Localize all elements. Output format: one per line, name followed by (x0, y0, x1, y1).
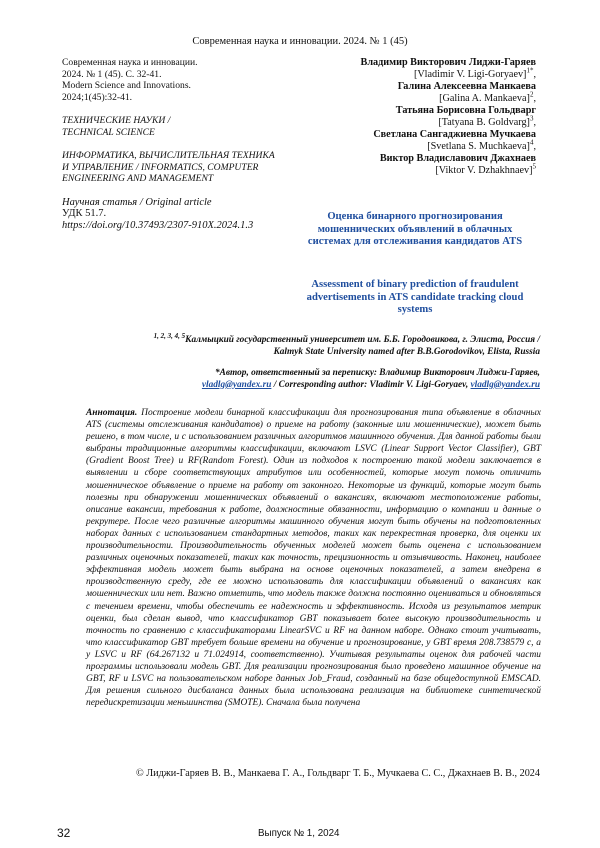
author-2: Галина Алексеевна Манкаева [Galina A. Mankaeva]$^2$, (276, 81, 536, 105)
title-en: Assessment of binary prediction of fraudulent advertisements in ATS candidate tracking cloud systems (306, 279, 524, 315)
abstract-label: Аннотация. (86, 408, 138, 418)
title-ru: Оценка бинарного прогнозирования мошеннических объявлений в облачных системах для отслеживания кандидатов ATS (307, 211, 523, 247)
section-line: И УПРАВЛЕНИЕ / INFORMATICS, COMPUTER (62, 161, 259, 173)
author-3: Татьяна Борисовна Гольдварг [Tatyana B. Goldvarg]$^3$, (276, 105, 536, 129)
citation-line: 2024. № 1 (45). С. 32-41. (62, 68, 162, 80)
section-line: TECHNICAL SCIENCE (62, 126, 155, 138)
correspondence-line: *Автор, ответственный за переписку: Владимир Викторович Лиджи-Гаряев, (215, 368, 540, 378)
author-name: Татьяна Борисовна Гольдварг (395, 105, 536, 116)
affiliation (60, 331, 540, 358)
affiliation-ru: Калмыцкий государственный университет им. Б.Б. Городовикова, г. Элиста, Россия / (185, 335, 540, 345)
article-type: Научная статья / Original article (62, 196, 212, 208)
citation-line: Modern Science and Innovations. (62, 80, 191, 91)
section-tech (62, 115, 287, 138)
running-header: Современная наука и инновации. 2024. № 1 (45) (192, 36, 408, 47)
author-name: Галина Алексеевна Манкаева (397, 81, 536, 92)
author-name: Светлана Сангаджиевна Мучкаева (373, 129, 536, 140)
abstract-text: Построение модели бинарной классификации для прогнозирования типа объявление в облачных ATS (системы отслеживания кандидатов) о приеме на работу (законные или мошеннические), может быть решено, в том числе, и с использованием различных алгоритмов машинного обучения. Для данной работы были выбраны традиционные алгоритмы классификации, включают LSVC (Linear Support Vector Classifier), GBT (Gradient Boost Tree) и RF(Random Forest). Один из подходов к построению такой модели заключается в выявлении и сборе соответствующих атрибутов или особенностей, которые могут помочь отличить мошенническое объявление о приеме на работу от законного. Некоторые из функций, которые могут быть полезны при обнаружении мошеннических объявлений о вакансиях, включают местоположение работы, описание вакансии, требования к работе, должностные обязанности, информацию о компании и данные о рекрутере. После чего различные алгоритмы машинного обучения могут быть обучены на подготовленных наборах данных с использованием стандартных методов, таких как перекрестная проверка, для оценки их производительности. Производительность обученных моделей может быть оценена с использованием различных оценочных показателей, таких как точность, прецизионность и отзывчивость. Наконец, наиболее эффективная модель может быть выбрана на основе оценочных показателей, а затем внедрена в производственную среду, где ее можно использовать для классификации объявлений о вакансиях как мошеннических или нет. Важно отметить, что модель также должна постоянно оцениваться и обновляться с течением времени, чтобы обеспечить ее надежность и эффективность. Исходя из результатов метрик оценки, был сделан вывод, что классификатор GBT показывает более высокую производительность и точность по сравнению с классификаторами LinearSVC и RF на данном наборе. Однако стоит учитывать, что классификатор GBT требует больше времени на обучение и прогнозирование, у GBT время 208.738579 с, а у LSVC и RF (64.267132 и 71.024914, соответственно). Учитывая результаты оценок для рабочей части программы использовали модель GBT. Для реализации прогнозирования было проведено машинное обучение на GBT, RF и LSVC на пользовательском наборе данных Job_Fraud, созданный на базе общедоступной EMSCAD. Для решения сильного дисбаланса данных была использована реализация на библиотеке синтетической передискретизации меньшинства (SMOTE). Сначала была получена (86, 408, 541, 709)
correspondence (60, 368, 540, 391)
affiliation-sup: 1, 2, 3, 4, 5 (153, 331, 186, 340)
page-number: 32 (57, 826, 71, 840)
author-4: Светлана Сангаджиевна Мучкаева [Svetlana S. Muchkaeva]$^4$, (276, 129, 536, 153)
author-sup: 4 (529, 138, 534, 147)
author-name: Владимир Викторович Лиджи-Гаряев (360, 57, 536, 68)
citation-line: Современная наука и инновации. (62, 57, 198, 68)
author-sup: 1* (526, 66, 534, 75)
citation-line: 2024;1(45):32-41. (62, 91, 133, 103)
author-5 (276, 153, 536, 177)
udk: УДК 51.7. (62, 208, 107, 219)
author-name: Виктор Владиславович Джахнаев (379, 153, 536, 164)
affiliation-en: Kalmyk State University named after B.B.Gorodovikov, Elista, Russia (273, 346, 540, 357)
author-sup: 3 (529, 114, 534, 123)
author-sup: 2 (529, 90, 534, 99)
author-latin: [Tatyana B. Goldvarg] (438, 117, 530, 128)
abstract (86, 407, 541, 709)
left-column (62, 57, 287, 231)
authors-block (276, 57, 536, 177)
doi-link[interactable]: https://doi.org/10.37493/2307-910X.2024.1.3 (62, 219, 254, 231)
section-line: ИНФОРМАТИКА, ВЫЧИСЛИТЕЛЬНАЯ ТЕХНИКА (62, 150, 275, 161)
email-link[interactable]: vladlg@yandex.ru (470, 379, 540, 390)
section-line: ENGINEERING AND MANAGEMENT (62, 173, 214, 184)
footer-issue: Выпуск № 1, 2024 (258, 828, 340, 839)
section-info (62, 150, 287, 185)
author-latin: [Viktor V. Dzhakhnaev] (435, 165, 533, 176)
author-latin: [Vladimir V. Ligi-Goryaev] (413, 69, 527, 80)
section-line: ТЕХНИЧЕСКИЕ НАУКИ / (62, 115, 171, 126)
author-1: Владимир Викторович Лиджи-Гаряев [Vladimir V. Ligi-Goryaev]$^{1*}$, (276, 57, 536, 81)
citation-block (62, 57, 287, 103)
author-latin: [Svetlana S. Muchkaeva] (427, 141, 530, 152)
copyright: © Лиджи-Гаряев В. В., Манкаева Г. А., Гольдварг Т. Б., Мучкаева С. С., Джахнаев В. В., 2024 (135, 768, 540, 779)
author-latin: [Galina A. Mankaeva] (439, 93, 530, 104)
email-link[interactable]: vladlg@yandex.ru (201, 379, 272, 390)
correspondence-mid: / Corresponding author: Vladimir V. Ligi-Goryaev, (271, 379, 471, 390)
author-sup: 5 (532, 162, 536, 171)
